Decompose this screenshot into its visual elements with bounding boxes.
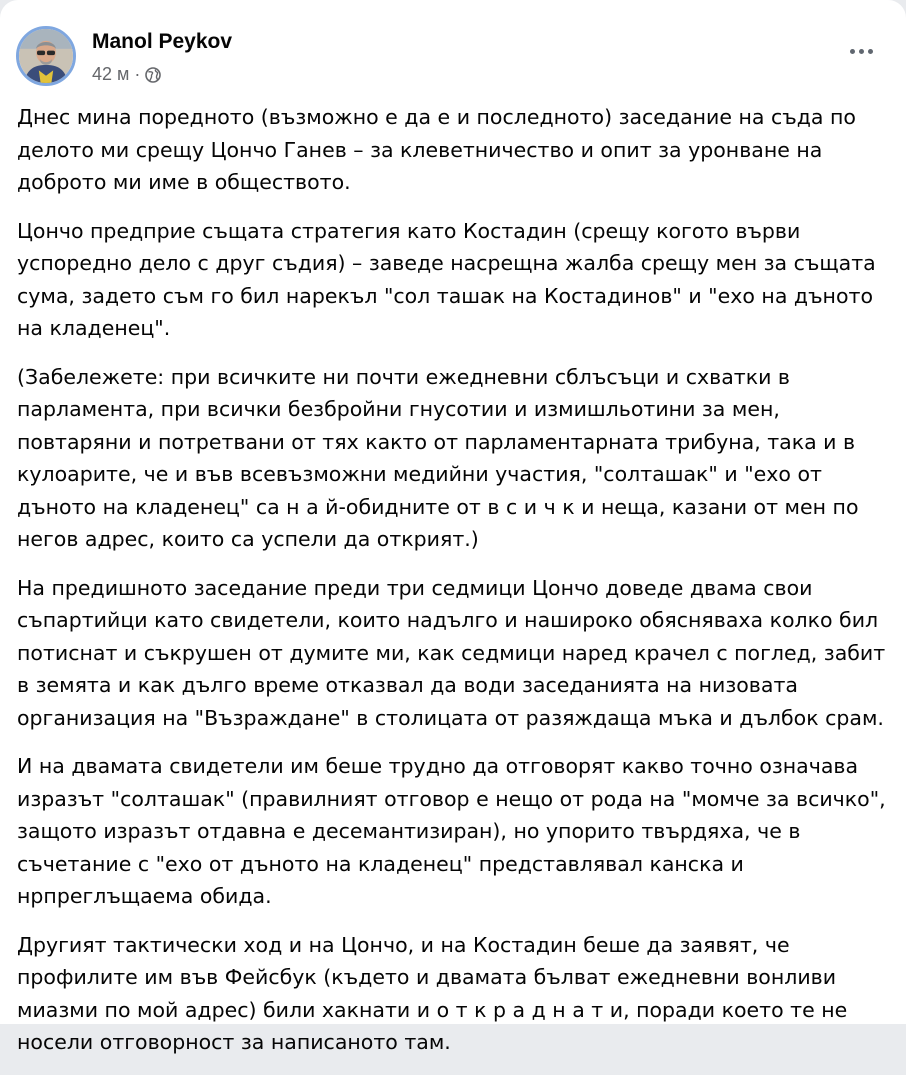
avatar-photo-icon	[19, 29, 73, 83]
post-paragraph: Днес мина поредното (възможно е да е и последното) заседание на съда по делото ми срещу Цончо Ганев – за клеветничество и опит за уронване на доброто ми име в обществото.	[17, 105, 856, 194]
post-header	[16, 26, 890, 90]
more-dot	[850, 49, 855, 54]
post-meta	[92, 64, 161, 85]
post-paragraph: (Забележете: при всичките ни почти ежедневни сблъсъци и схватки в парламента, при всички безбройни гнусотии и измишльотини за мен, повтаряни и потретвани от тях както от парламентарната трибуна, така и в кулоарите, че и във всевъзможни медийни участия, "солташак" и "ехо от дъното на кладенец" са н а й-обидните от в с и ч к и неща, казани от мен по негов адрес, които са успели да открият.)	[17, 364, 859, 551]
post-paragraph: Другият тактически ход и на Цончо, и на Костадин беше да заявят, че профилите им във Фейсбук (където и двамата бълват ежедневни вонливи миазми по мой адрес) били хакнати и о т к р а д н а т и, поради което те не носели отговорност за написаното там.	[17, 932, 848, 1054]
meta-separator: ·	[134, 64, 141, 84]
post-time[interactable]: 42 м	[92, 64, 130, 84]
more-dot	[859, 49, 864, 54]
more-dot	[868, 49, 873, 54]
globe-icon[interactable]	[145, 67, 161, 83]
avatar[interactable]	[16, 26, 76, 86]
post-paragraph: И на двамата свидетели им беше трудно да отговорят какво точно означава изразът "солташак" (правилният отговор е нещо от рода на "момче за всичко", защото изразът отдавна е десемантизиран), но упорито твърдяха, че в съчетание с "ехо от дъното на кладенец" представлявал канска и нрпреглъщаема обида.	[17, 754, 886, 908]
post-paragraph: На предишното заседание преди три седмици Цончо доведе двама свои съпартийци като свидетели, които надълго и нашироко обясняваха колко бил потиснат и съкрушен от думите ми, как седмици наред крачел с поглед, забит в земята и как дълго време отказвал да води заседанията на низовата организация на "Възраждане" в столицата от разяждаща мъка и дълбок срам.	[17, 575, 886, 730]
post-paragraph: Цончо предприе същата стратегия като Костадин (срещу когото върви успоредно дело с друг съдия) – заведе насрещна жалба срещу мен за същата сума, задето съм го бил нарекъл "сол ташак на Костадинов" и "ехо на дъното на кладенец".	[17, 218, 876, 340]
more-options-icon[interactable]	[844, 40, 878, 62]
author-name[interactable]: Manol Peykov	[92, 30, 233, 53]
post-body	[17, 101, 889, 1075]
